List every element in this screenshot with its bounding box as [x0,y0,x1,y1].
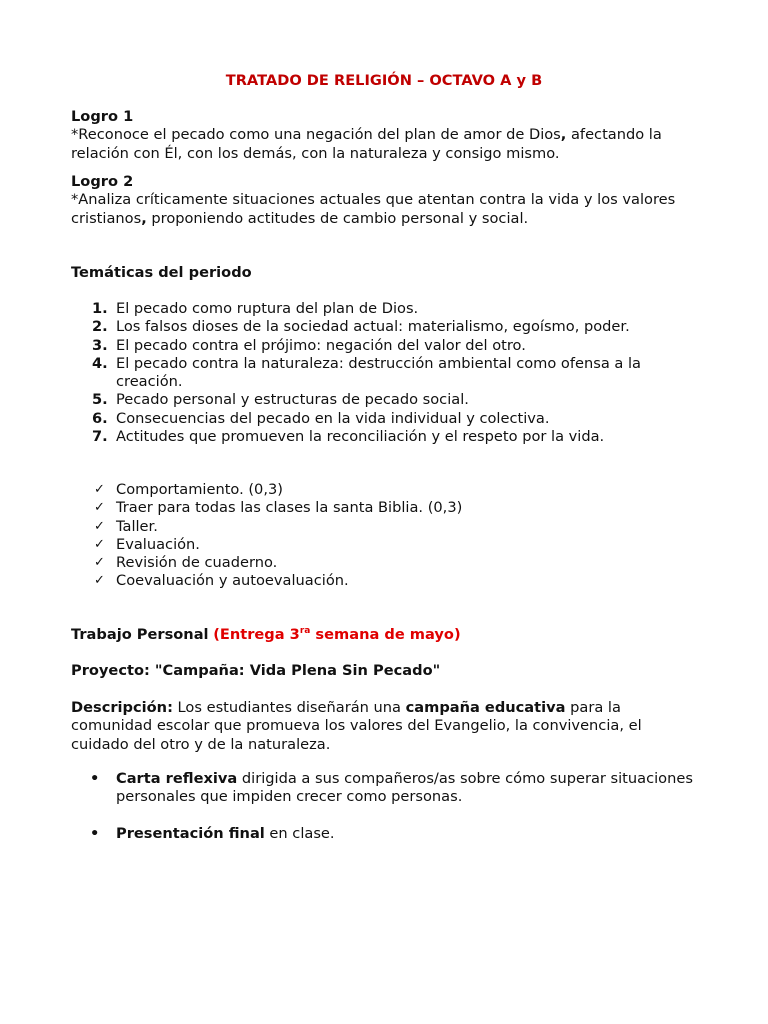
logro-2 [71,173,701,228]
logro-2-text-b: proponiendo actitudes de cambio personal y social. [146,209,529,227]
descripcion-bold: campaña educativa [405,699,566,716]
entregables-list [71,770,701,861]
descripcion [71,699,701,754]
item-number: 1. [92,300,108,317]
list-item [71,536,701,554]
logro-1-heading: Logro 1 [71,108,134,125]
list-item [71,572,701,590]
document-title: TRATADO DE RELIGIÓN – OCTAVO A y B [225,72,543,89]
descripcion-text-a: Los estudiantes diseñarán una [172,699,406,716]
entrega-text-a: (Entrega 3 [213,626,300,643]
logro-1-text-b: afectando la relación con Él, con los demás, con la naturaleza y consigo mismo. [71,126,662,162]
item-text: Pecado personal y estructuras de pecado social. [116,391,469,409]
item-number: 2. [92,318,108,336]
descripcion-label: Descripción: [71,699,173,716]
logro-1 [71,108,701,163]
list-item [71,391,701,409]
item-text: Consecuencias del pecado en la vida individual y colectiva. [116,409,550,427]
item-number: 5. [92,391,108,409]
checkmark-icon: ✓ [94,518,105,534]
logro-2-text-a: *Analiza críticamente situaciones actuales que atentan contra la vida y los valores cristianos [71,191,676,227]
bullet-icon: • [90,824,100,842]
item-number: 3. [92,336,108,354]
item-text: Actitudes que promueven la reconciliación y el respeto por la vida. [116,428,605,446]
list-item [71,410,701,428]
criterios-list [71,481,701,591]
descripcion-text-b: para la comunidad escolar que promueva los valores del Evangelio, la convivencia, el cuidado del otro y de la naturaleza. [71,699,642,753]
trabajo-label: Trabajo Personal [71,626,209,643]
item-number: 6. [92,409,108,427]
logro-1-comma: , [560,126,567,144]
item-text: Coevaluación y autoevaluación. [116,572,349,590]
list-item [71,355,701,392]
item-bold: Presentación final [116,824,265,842]
item-text: Comportamiento. (0,3) [116,481,283,498]
list-item [71,499,701,517]
checkmark-icon: ✓ [94,536,105,552]
logro-2-comma: , [141,209,147,227]
item-text: El pecado contra la naturaleza: destrucción ambiental como ofensa a la creación. [116,354,641,391]
logro-1-text-a: *Reconoce el pecado como una negación del plan de amor de Dios [71,126,561,144]
list-item [71,770,701,807]
item-text: Evaluación. [116,535,200,553]
proyecto-title: Proyecto: "Campaña: Vida Plena Sin Pecado" [71,662,441,679]
item-text: Los falsos dioses de la sociedad actual: materialismo, egoísmo, poder. [116,318,630,336]
trabajo-personal [71,626,701,644]
logro-2-heading: Logro 2 [71,173,134,190]
item-text: El pecado contra el prójimo: negación del valor del otro. [116,336,526,354]
bullet-icon: • [90,770,100,787]
list-item [71,428,701,446]
list-item [71,554,701,572]
item-number: 4. [92,354,108,372]
list-item [71,481,701,499]
item-text: Revisión de cuaderno. [116,554,278,572]
list-item [71,825,701,843]
tematicas-heading: Temáticas del periodo [71,264,252,281]
checkmark-icon: ✓ [94,555,105,571]
item-text: en clase. [264,824,335,842]
list-item [71,337,701,355]
item-text: Taller. [116,517,158,535]
checkmark-icon: ✓ [94,500,105,516]
item-text: dirigida a sus compañeros/as sobre cómo superar situaciones personales que impiden crecer como personas. [116,770,693,806]
list-item [71,318,701,336]
list-item [71,518,701,536]
item-text: Traer para todas las clases la santa Biblia. (0,3) [116,499,463,517]
list-item [71,300,701,318]
entrega-note [213,626,460,643]
entrega-text-b: semana de mayo) [310,626,461,643]
checkmark-icon: ✓ [94,573,105,589]
logro-2-text [71,191,701,228]
logro-1-text [71,126,701,163]
item-text: El pecado como ruptura del plan de Dios. [116,300,419,317]
item-bold: Carta reflexiva [116,770,238,787]
checkmark-icon: ✓ [94,482,105,497]
item-number: 7. [92,428,108,446]
entrega-superscript: ra [299,626,311,637]
tematicas-list [71,300,701,446]
